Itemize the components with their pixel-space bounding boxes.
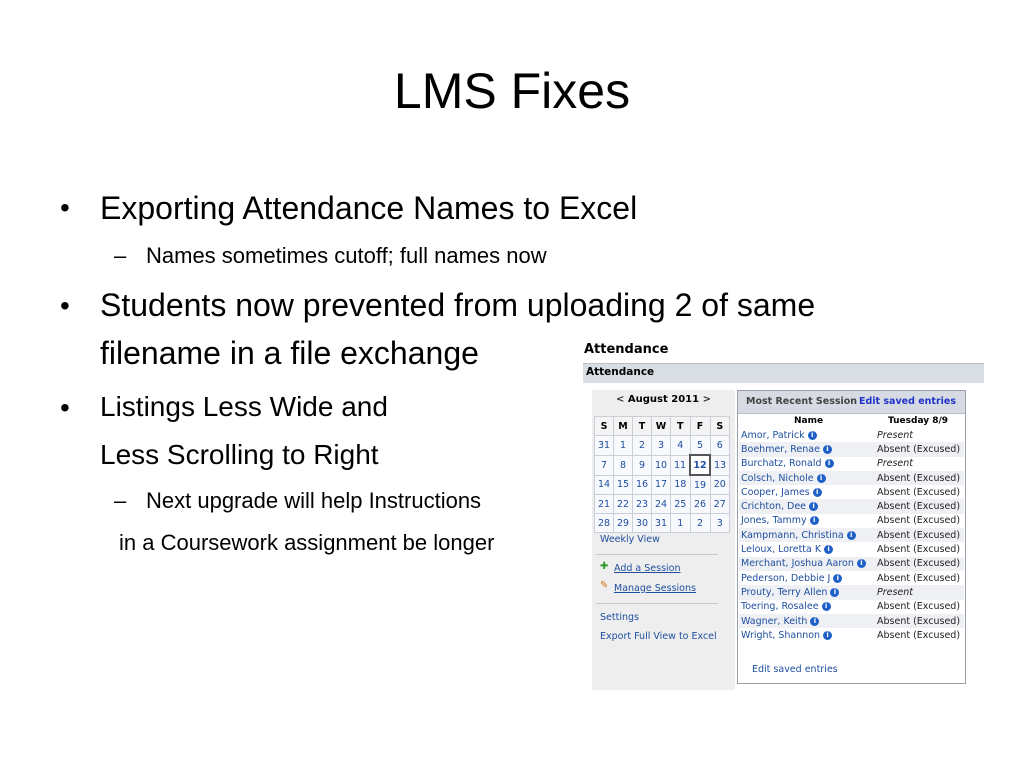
student-name-cell bbox=[739, 585, 871, 599]
calendar-day[interactable]: 17 bbox=[652, 475, 671, 495]
attendance-status: Absent (Excused) bbox=[871, 528, 964, 542]
student-name-cell bbox=[739, 471, 871, 485]
calendar-week-row bbox=[595, 455, 730, 475]
next-month-button[interactable]: > bbox=[702, 394, 711, 405]
attendance-status: Absent (Excused) bbox=[871, 542, 964, 556]
table-row bbox=[739, 614, 964, 628]
bullet-marker: • bbox=[60, 192, 70, 223]
column-header-date: Tuesday 8/9 bbox=[888, 416, 949, 426]
attendance-band bbox=[583, 363, 984, 383]
calendar-day[interactable]: 27 bbox=[710, 495, 730, 514]
attendance-band-label: Attendance bbox=[586, 366, 655, 378]
calendar-weekday: S bbox=[710, 417, 730, 436]
calendar-day[interactable]: 31 bbox=[595, 436, 614, 456]
student-name-link[interactable]: Leloux, Loretta K bbox=[741, 544, 822, 556]
info-icon[interactable]: i bbox=[822, 602, 831, 611]
info-icon[interactable]: i bbox=[847, 531, 856, 540]
attendance-status: Absent (Excused) bbox=[871, 614, 964, 628]
calendar-day[interactable]: 26 bbox=[690, 495, 710, 514]
student-name-cell bbox=[739, 528, 871, 542]
student-name-cell bbox=[739, 557, 871, 571]
calendar-day[interactable]: 4 bbox=[671, 436, 691, 456]
table-row bbox=[739, 628, 964, 642]
info-icon[interactable]: i bbox=[857, 559, 866, 568]
student-name-link[interactable]: Cooper, James bbox=[741, 486, 810, 498]
table-row bbox=[739, 471, 964, 485]
table-row bbox=[739, 557, 964, 571]
calendar-day[interactable]: 21 bbox=[595, 495, 614, 514]
calendar-week-row bbox=[595, 514, 730, 533]
attendance-status: Present bbox=[871, 457, 964, 471]
table-row bbox=[739, 428, 964, 442]
calendar-week-row bbox=[595, 436, 730, 456]
student-name-cell bbox=[739, 614, 871, 628]
calendar-grid bbox=[594, 416, 730, 533]
add-session-link[interactable]: Add a Session bbox=[614, 563, 681, 574]
attendance-status: Absent (Excused) bbox=[871, 499, 964, 513]
calendar-weekday: T bbox=[671, 417, 691, 436]
student-name-cell bbox=[739, 428, 871, 442]
calendar-day-today[interactable]: 12 bbox=[690, 455, 710, 475]
prev-month-button[interactable]: < bbox=[616, 394, 625, 405]
info-icon[interactable]: i bbox=[810, 617, 819, 626]
calendar-day[interactable]: 30 bbox=[633, 514, 652, 533]
student-name-link[interactable]: Crichton, Dee bbox=[741, 501, 807, 513]
info-icon[interactable]: i bbox=[833, 574, 842, 583]
student-name-cell bbox=[739, 600, 871, 614]
student-name-link[interactable]: Boehmer, Renae bbox=[741, 443, 820, 455]
calendar-day[interactable]: 3 bbox=[710, 514, 730, 533]
calendar-header bbox=[592, 394, 735, 405]
calendar-day[interactable]: 3 bbox=[652, 436, 671, 456]
table-row bbox=[739, 600, 964, 614]
bullet-1: Exporting Attendance Names to Excel bbox=[100, 190, 638, 226]
calendar-pane bbox=[592, 390, 735, 690]
calendar-day[interactable]: 29 bbox=[614, 514, 633, 533]
table-row bbox=[739, 514, 964, 528]
table-row bbox=[739, 585, 964, 599]
student-name-cell bbox=[739, 571, 871, 585]
session-panel bbox=[737, 390, 966, 684]
calendar-day[interactable]: 31 bbox=[652, 514, 671, 533]
calendar-day[interactable]: 11 bbox=[671, 455, 691, 475]
calendar-weekday: F bbox=[690, 417, 710, 436]
calendar-day[interactable]: 13 bbox=[710, 455, 730, 475]
calendar-day[interactable]: 23 bbox=[633, 495, 652, 514]
bullet-3-line-1: Listings Less Wide and bbox=[100, 391, 388, 422]
edit-saved-entries-bottom-link[interactable]: Edit saved entries bbox=[752, 664, 838, 675]
student-name-cell bbox=[739, 499, 871, 513]
calendar-day[interactable]: 1 bbox=[614, 436, 633, 456]
calendar-weekday: W bbox=[652, 417, 671, 436]
calendar-weekday-row bbox=[595, 417, 730, 436]
slide-title: LMS Fixes bbox=[393, 63, 631, 119]
attendance-screenshot bbox=[583, 338, 984, 690]
sub-bullet-1: Names sometimes cutoff; full names now bbox=[146, 243, 547, 268]
calendar-day[interactable]: 25 bbox=[671, 495, 691, 514]
attendance-status: Absent (Excused) bbox=[871, 628, 964, 642]
info-icon[interactable]: i bbox=[817, 474, 826, 483]
info-icon[interactable]: i bbox=[830, 588, 839, 597]
calendar-week-row bbox=[595, 495, 730, 514]
info-icon[interactable]: i bbox=[810, 516, 819, 525]
info-icon[interactable]: i bbox=[823, 445, 832, 454]
most-recent-session-label: Most Recent Session bbox=[746, 396, 858, 407]
table-row bbox=[739, 499, 964, 513]
table-row bbox=[739, 457, 964, 471]
calendar-day[interactable]: 5 bbox=[690, 436, 710, 456]
calendar-day[interactable]: 22 bbox=[614, 495, 633, 514]
calendar-weekday: S bbox=[595, 417, 614, 436]
table-row bbox=[739, 542, 964, 556]
pencil-icon: ✎ bbox=[600, 580, 609, 591]
student-name-link[interactable]: Prouty, Terry Allen bbox=[741, 586, 828, 598]
calendar-day[interactable]: 6 bbox=[710, 436, 730, 456]
student-name-link[interactable]: Wagner, Keith bbox=[741, 615, 808, 627]
bullet-marker: • bbox=[60, 290, 70, 321]
info-icon[interactable]: i bbox=[825, 459, 834, 468]
attendance-status: Absent (Excused) bbox=[871, 442, 964, 456]
calendar-day[interactable]: 9 bbox=[633, 455, 652, 475]
info-icon[interactable]: i bbox=[823, 631, 832, 640]
settings-link[interactable]: Settings bbox=[600, 612, 639, 623]
calendar-day[interactable]: 10 bbox=[652, 455, 671, 475]
attendance-status: Absent (Excused) bbox=[871, 485, 964, 499]
edit-saved-entries-link[interactable]: Edit saved entries bbox=[859, 396, 956, 407]
calendar-weekday: M bbox=[614, 417, 633, 436]
column-header-name: Name bbox=[794, 416, 824, 426]
student-name-link[interactable]: Pederson, Debbie J bbox=[741, 572, 831, 584]
student-name-link[interactable]: Merchant, Joshua Aaron bbox=[741, 558, 854, 570]
calendar-day[interactable]: 19 bbox=[690, 475, 710, 495]
sub-bullet-marker: – bbox=[114, 243, 127, 268]
student-name-link[interactable]: Wright, Shannon bbox=[741, 629, 821, 641]
plus-icon: ✚ bbox=[600, 561, 609, 572]
student-name-cell bbox=[739, 514, 871, 528]
attendance-status: Present bbox=[871, 585, 964, 599]
calendar-day[interactable]: 24 bbox=[652, 495, 671, 514]
attendance-status: Absent (Excused) bbox=[871, 514, 964, 528]
attendance-status: Absent (Excused) bbox=[871, 557, 964, 571]
attendance-title: Attendance bbox=[584, 342, 669, 357]
student-name-link[interactable]: Burchatz, Ronald bbox=[741, 458, 822, 470]
student-name-link[interactable]: Colsch, Nichole bbox=[741, 472, 814, 484]
calendar-weekday: T bbox=[633, 417, 652, 436]
table-row bbox=[739, 571, 964, 585]
info-icon[interactable]: i bbox=[809, 502, 818, 511]
student-name-cell bbox=[739, 542, 871, 556]
bullet-marker: • bbox=[60, 392, 70, 423]
sub-bullet-marker: – bbox=[114, 488, 127, 513]
attendance-status: Absent (Excused) bbox=[871, 600, 964, 614]
table-row bbox=[739, 442, 964, 456]
info-icon[interactable]: i bbox=[808, 431, 817, 440]
calendar-day[interactable]: 1 bbox=[671, 514, 691, 533]
student-name-link[interactable]: Kampmann, Christina bbox=[741, 529, 844, 541]
attendance-status: Present bbox=[871, 428, 964, 442]
attendance-status: Absent (Excused) bbox=[871, 571, 964, 585]
divider bbox=[596, 603, 718, 604]
bullet-3-line-2: Less Scrolling to Right bbox=[100, 439, 379, 470]
calendar-week-row bbox=[595, 475, 730, 495]
export-excel-link[interactable]: Export Full View to Excel bbox=[600, 631, 717, 642]
calendar-day[interactable]: 20 bbox=[710, 475, 730, 495]
info-icon[interactable]: i bbox=[824, 545, 833, 554]
table-row bbox=[739, 485, 964, 499]
calendar-month-label: August 2011 bbox=[627, 394, 700, 405]
student-name-cell bbox=[739, 442, 871, 456]
sub-bullet-3-line-2: in a Coursework assignment be longer bbox=[119, 530, 495, 555]
manage-sessions-link[interactable]: Manage Sessions bbox=[614, 583, 696, 594]
weekly-view-link[interactable]: Weekly View bbox=[600, 534, 660, 545]
calendar-day[interactable]: 18 bbox=[671, 475, 691, 495]
calendar-day[interactable]: 16 bbox=[633, 475, 652, 495]
student-name-cell bbox=[739, 457, 871, 471]
student-name-link[interactable]: Jones, Tammy bbox=[741, 515, 807, 527]
divider bbox=[596, 554, 718, 555]
calendar-day[interactable]: 7 bbox=[595, 455, 614, 475]
sub-bullet-3-line-1: Next upgrade will help Instructions bbox=[146, 488, 482, 513]
student-name-link[interactable]: Amor, Patrick bbox=[741, 429, 805, 441]
bullet-2-line-2: filename in a file exchange bbox=[100, 335, 479, 371]
session-panel-header bbox=[738, 391, 965, 414]
calendar-day[interactable]: 28 bbox=[595, 514, 614, 533]
attendance-table bbox=[739, 428, 964, 642]
bullet-2-line-1: Students now prevented from uploading 2 of same bbox=[100, 287, 816, 323]
student-name-cell bbox=[739, 628, 871, 642]
student-name-link[interactable]: Toering, Rosalee bbox=[741, 601, 819, 613]
table-row bbox=[739, 528, 964, 542]
calendar-day[interactable]: 14 bbox=[595, 475, 614, 495]
student-name-cell bbox=[739, 485, 871, 499]
calendar-day[interactable]: 8 bbox=[614, 455, 633, 475]
calendar-day[interactable]: 2 bbox=[633, 436, 652, 456]
calendar-day[interactable]: 2 bbox=[690, 514, 710, 533]
info-icon[interactable]: i bbox=[813, 488, 822, 497]
attendance-status: Absent (Excused) bbox=[871, 471, 964, 485]
calendar-day[interactable]: 15 bbox=[614, 475, 633, 495]
